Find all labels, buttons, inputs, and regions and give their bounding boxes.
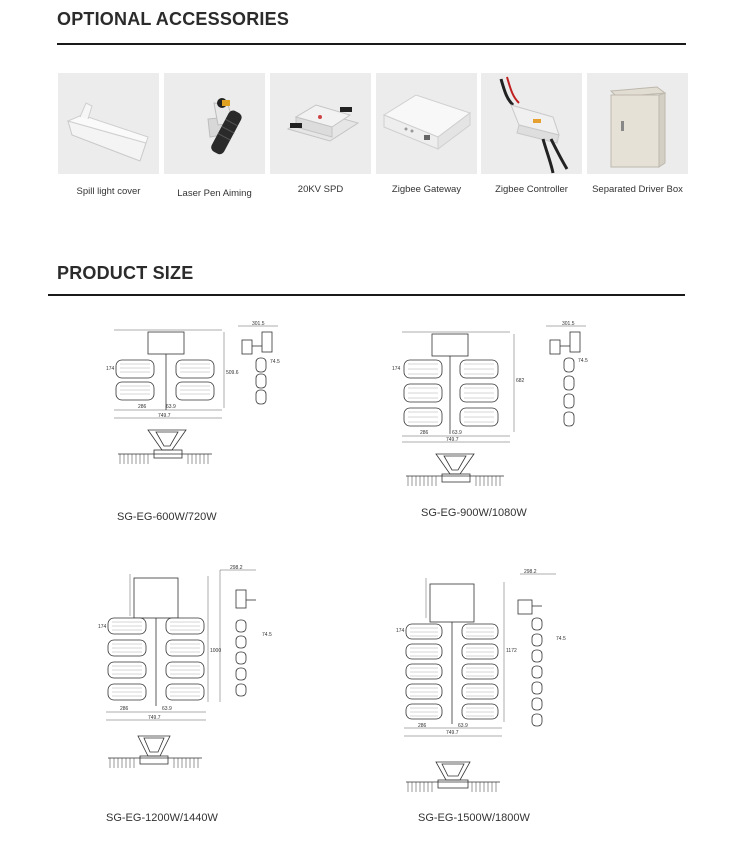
spd-module-icon [270,73,371,174]
model-label: SG-EG-900W/1080W [421,507,527,519]
dim-286: 286 [120,706,129,712]
dim-gap: 63.9 [452,430,462,436]
spill-light-cover-icon [58,73,159,174]
dim-tilt: 74.5 [270,359,280,365]
dim-module: 174 [98,624,107,630]
dim-height: 509.6 [226,370,239,376]
dim-tilt: 74.5 [578,358,588,364]
drawing-900w [390,318,610,524]
accessory-card-spd [270,73,371,195]
technical-drawing-1500w [396,566,596,806]
dim-gap: 63.9 [458,723,468,729]
accessories-divider [57,43,686,45]
accessory-label: Zigbee Gateway [391,184,462,195]
accessory-label: Separated Driver Box [592,184,683,195]
accessory-card-controller [481,73,582,195]
dim-width: 749.7 [446,437,459,443]
dim-height: 1000 [210,648,222,654]
dim-height: 1172 [506,648,517,654]
accessory-card-gateway [376,73,477,195]
dim-286: 286 [418,723,427,729]
drawing-1200w [96,562,286,832]
laser-pen-icon [164,73,265,174]
dim-tilt: 74.5 [262,632,272,638]
product-size-divider [48,294,685,296]
technical-drawing-1200w [96,562,286,802]
accessory-label: Spill light cover [76,186,141,197]
drawing-600w [100,318,300,530]
dim-side: 301.5 [252,321,265,327]
dim-286: 286 [138,404,147,410]
dim-width: 749.7 [158,413,171,419]
dim-module: 174 [392,366,401,372]
dim-gap: 63.9 [166,404,176,410]
technical-drawing-600w [100,318,300,498]
dim-side: 298.2 [524,569,537,575]
model-label: SG-EG-1200W/1440W [106,812,218,824]
dim-width: 749.7 [148,715,161,721]
drawing-1500w [396,566,596,832]
accessories-title: OPTIONAL ACCESSORIES [57,9,290,29]
accessory-label: Zigbee Controller [495,184,568,195]
controller-icon [481,73,582,174]
dim-module: 174 [396,628,405,634]
driver-box-icon [587,73,688,174]
dim-side: 301.5 [562,321,575,327]
accessory-card-driver-box [587,73,688,195]
dim-gap: 63.9 [162,706,172,712]
accessory-label: 20KV SPD [297,184,344,195]
dim-side: 298.2 [230,565,243,571]
dim-286: 286 [420,430,429,436]
dim-module: 174 [106,366,115,372]
accessory-label: Laser Pen Aiming [177,188,252,199]
accessory-card-laser-pen [164,73,265,199]
accessory-card-spill-cover [58,73,159,197]
model-label: SG-EG-600W/720W [117,511,217,523]
dim-height: 682 [516,378,525,384]
model-label: SG-EG-1500W/1800W [418,812,530,824]
dim-tilt: 74.5 [556,636,566,642]
product-size-title: PRODUCT SIZE [57,263,194,283]
dim-width: 749.7 [446,730,459,736]
technical-drawing-900w [390,318,610,498]
gateway-box-icon [376,73,477,174]
